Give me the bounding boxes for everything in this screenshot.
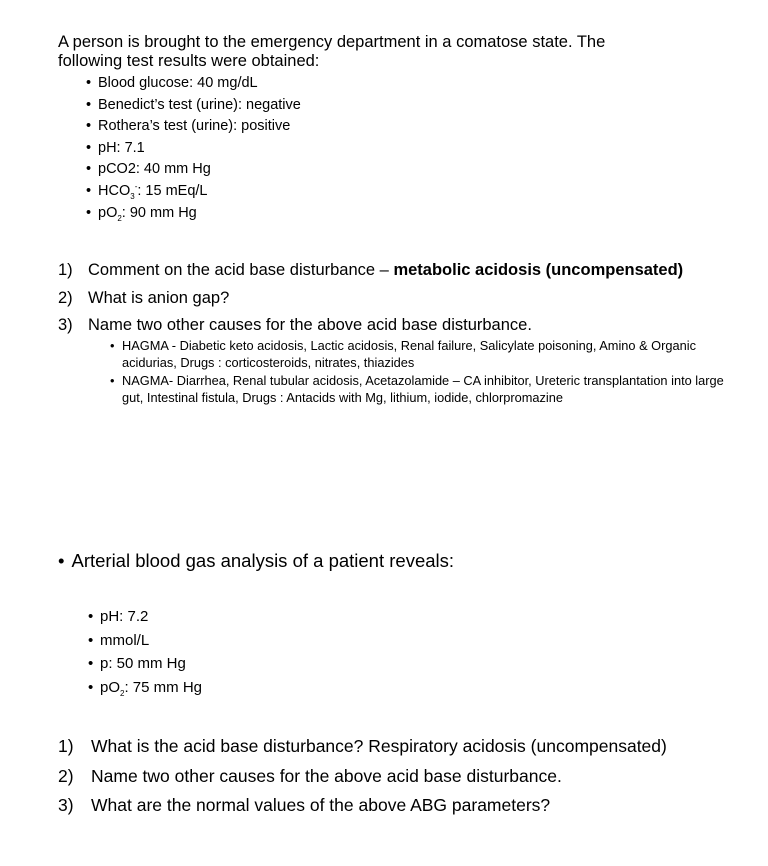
- abg-po2-subscript: 2: [120, 688, 125, 698]
- abg-po2: [88, 676, 202, 700]
- abg-heading: [58, 549, 454, 573]
- abg-results-list: [88, 605, 202, 699]
- abg-po2-label: pO: [100, 678, 121, 696]
- abg-ph: • pH: 7.2: [88, 605, 202, 629]
- result-rothera: • Rothera’s test (urine): positive: [86, 116, 301, 138]
- abg-po2-value: : 75 mm Hg: [124, 678, 202, 696]
- result-hco3: [86, 181, 301, 203]
- question-2-2: [58, 764, 758, 794]
- question-1-2: [58, 286, 748, 314]
- hco3-label: HCO: [98, 182, 131, 199]
- result-pco2: • pCO2: 40 mm Hg: [86, 159, 301, 181]
- po2-subscript: 2: [117, 213, 122, 223]
- question-2-3: [58, 793, 758, 823]
- bullet-icon: •: [58, 550, 65, 571]
- question-answer: metabolic acidosis (uncompensated): [393, 261, 684, 279]
- question-number: 2): [58, 288, 73, 307]
- abg-title-text: Arterial blood gas analysis of a patient reveals:: [71, 550, 455, 571]
- test-results-list: [86, 73, 301, 224]
- result-ph: • pH: 7.1: [86, 138, 301, 160]
- question-text: What are the normal values of the above ABG parameters?: [91, 795, 551, 815]
- question-text: Comment on the acid base disturbance –: [88, 261, 394, 279]
- cause-nagma: • NAGMA- Diarrhea, Renal tubular acidosis, Acetazolamide – CA inhibitor, Ureteric transplantation into large gut, Intestinal fistula, Drugs : Antacids with Mg, lithium, iodide, chlorpromazine: [110, 372, 730, 406]
- question-number: 1): [58, 261, 73, 279]
- question-text: What is anion gap?: [88, 288, 230, 307]
- hco3-subscript: 3: [130, 191, 135, 201]
- question-text: Name two other causes for the above acid base disturbance.: [91, 765, 562, 786]
- result-po2: [86, 203, 301, 225]
- question-list-1: [58, 258, 748, 341]
- hco3-value: : 15 mEq/L: [137, 182, 208, 199]
- question-text: What is the acid base disturbance? Respiratory acidosis (uncompensated): [91, 736, 667, 756]
- case-intro: [58, 33, 698, 71]
- result-benedict: • Benedict’s test (urine): negative: [86, 95, 301, 117]
- cause-hagma: • HAGMA - Diabetic keto acidosis, Lactic acidosis, Renal failure, Salicylate poisoning, Amino & Organic acidurias, Drugs : corticosteroids, nitrates, thiazides: [110, 337, 730, 371]
- question-number: 1): [58, 736, 74, 756]
- question-text: Name two other causes for the above acid base disturbance.: [88, 316, 532, 334]
- hco3-superscript: -: [134, 182, 138, 192]
- question-number: 2): [58, 765, 74, 786]
- result-glucose: • Blood glucose: 40 mg/dL: [86, 73, 301, 95]
- question-list-2: [58, 734, 758, 823]
- question-1-1: [58, 258, 748, 286]
- abg-p: • p: 50 mm Hg: [88, 652, 202, 676]
- po2-value: : 90 mm Hg: [121, 204, 197, 221]
- intro-line-2: following test results were obtained:: [58, 52, 320, 70]
- abg-mmol: • mmol/L: [88, 629, 202, 653]
- question-number: 3): [58, 795, 74, 815]
- intro-line-1: A person is brought to the emergency department in a comatose state. The: [58, 33, 606, 51]
- causes-list: [110, 337, 730, 407]
- question-number: 3): [58, 316, 73, 334]
- po2-label: pO: [98, 204, 118, 221]
- question-2-1: [58, 734, 758, 764]
